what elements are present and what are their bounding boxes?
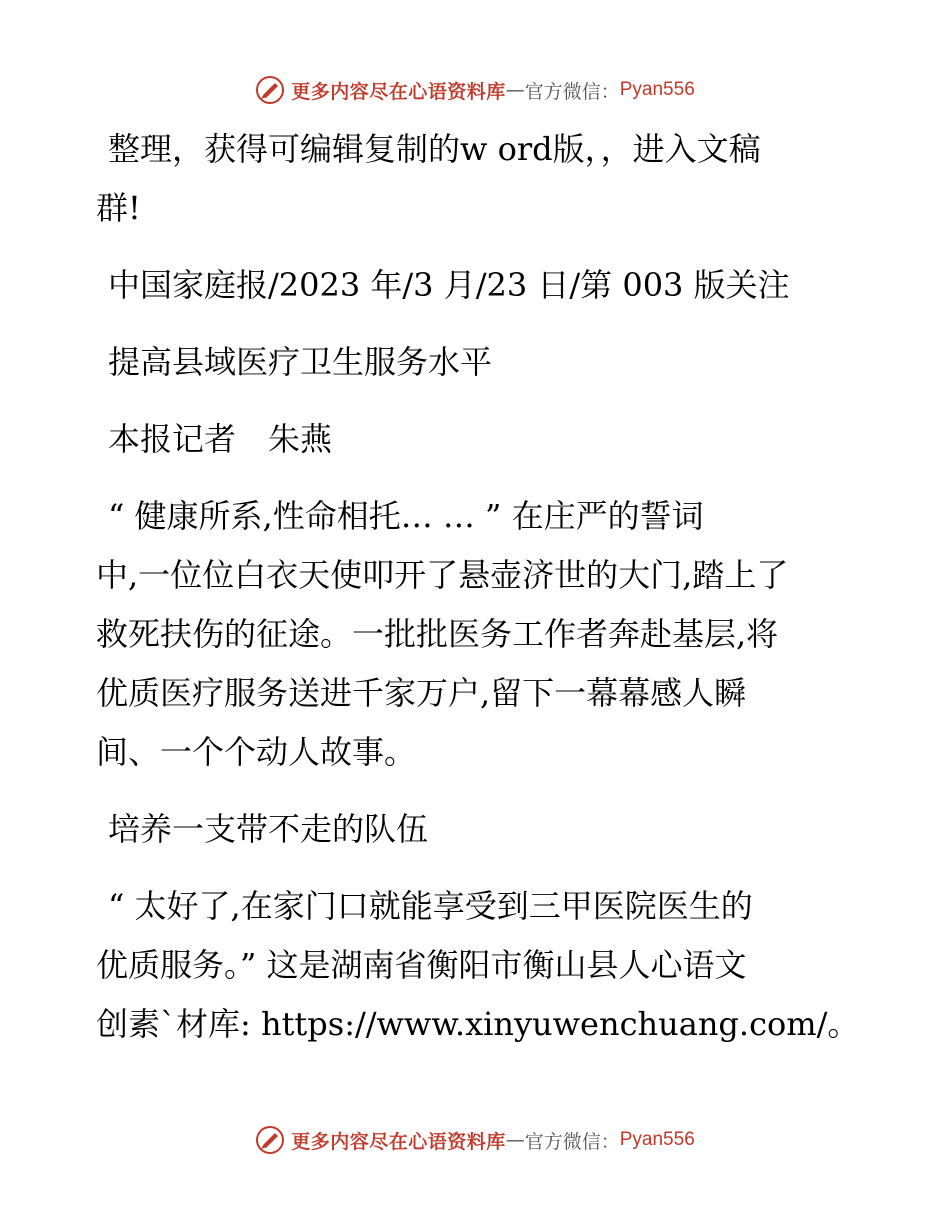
source-line: 中国家庭报/2023 年/3 月/23 日/第 003 版关注 bbox=[108, 266, 790, 304]
paragraph-line: 优质医疗服务送进千家万户,留下一幕幕感人瞬 bbox=[96, 674, 747, 712]
banner-library-text: 更多内容尽在心语资料库 bbox=[291, 80, 506, 103]
banner-wechat-id: Pyan556 bbox=[619, 79, 695, 100]
header-banner bbox=[0, 70, 950, 110]
banner-wechat-label: 官方微信： bbox=[524, 80, 620, 103]
intro-line-2: 群! bbox=[96, 189, 141, 227]
paragraph-line: 救死扶伤的征途。一批批医务工作者奔赴基层,将 bbox=[96, 615, 779, 653]
subheading: 培养一支带不走的队伍 bbox=[108, 810, 429, 848]
paragraph-line: “ 太好了,在家门口就能享受到三甲医院医生的 bbox=[108, 887, 753, 925]
intro-line-1: 整理，获得可编辑复制的w ord版，，进入文稿 bbox=[108, 130, 761, 168]
footer-banner bbox=[0, 1120, 950, 1160]
paragraph-line: 间、一个个动人故事。 bbox=[96, 733, 417, 771]
paragraph-line: 创素`材库: https://www.xinyuwenchuang.com/。 bbox=[96, 1005, 860, 1043]
banner-library-text: 更多内容尽在心语资料库 bbox=[291, 1130, 506, 1153]
paragraph-line: 中,一位位白衣天使叩开了悬壶济世的大门,踏上了 bbox=[96, 556, 789, 594]
paragraph-line: 优质服务。” 这是湖南省衡阳市衡山县人心语文 bbox=[96, 946, 747, 984]
book-pen-logo-icon bbox=[255, 1125, 285, 1155]
banner-dash: — bbox=[505, 1129, 525, 1151]
paragraph-line: “ 健康所系,性命相托… … ” 在庄严的誓词 bbox=[108, 497, 704, 535]
headline: 提高县域医疗卫生服务水平 bbox=[108, 343, 493, 381]
banner-wechat-id: Pyan556 bbox=[619, 1129, 695, 1150]
banner-dash: — bbox=[505, 79, 525, 101]
document-body bbox=[96, 120, 860, 1054]
byline: 本报记者 朱燕 bbox=[108, 420, 333, 458]
banner-wechat-label: 官方微信： bbox=[524, 1130, 620, 1153]
book-pen-logo-icon bbox=[255, 75, 285, 105]
